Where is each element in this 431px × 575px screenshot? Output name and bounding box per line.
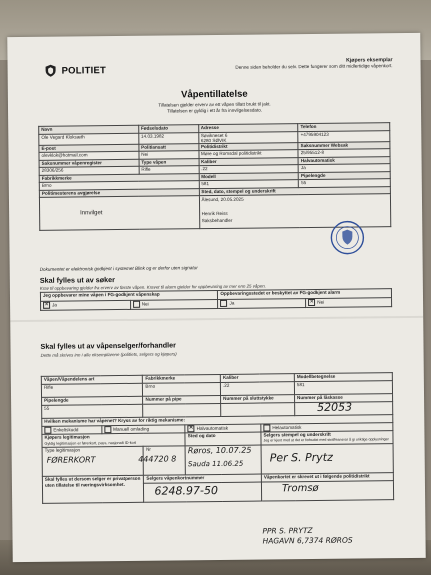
- fodselsdato-label: Fødselsdato: [138, 125, 198, 133]
- section2-subtitle: Dette må skrives inn i alle eksemplarene (politiets, selgers og kjøpers): [40, 351, 177, 358]
- q2-yes-label: Ja: [229, 300, 235, 306]
- sted-value: Ålesund, 20.05.2025: [201, 196, 244, 203]
- halvautomatisk-value: Ja: [298, 164, 390, 172]
- navn-label: Navn: [39, 125, 139, 134]
- modell-label: Modell: [199, 172, 299, 181]
- fab-label: Fabrikkmerke: [143, 374, 221, 383]
- art-value: Rifle: [41, 383, 143, 397]
- q1-no-label: Nei: [141, 301, 149, 307]
- applicant-table: [38, 122, 391, 231]
- pps-line-1: PPR S. PRYTZ: [262, 526, 313, 536]
- q2-no-checkbox[interactable]: ✕: [309, 298, 314, 306]
- mek4-checkbox[interactable]: [263, 424, 270, 431]
- seller-table: [41, 372, 394, 504]
- selger-signature: Per S. Prytz: [269, 450, 333, 465]
- fabrikkmerke-label: Fabrikkmerke: [39, 173, 199, 182]
- sted-dato-stempel-label: Sted, dato, stempel og underskrift: [199, 186, 391, 196]
- epost-value: olevklok@hotmail.com: [39, 151, 139, 160]
- mek3-checkbox[interactable]: ✕: [188, 425, 194, 432]
- fabrikkmerke-value: Brno: [39, 181, 199, 190]
- q2-no-option[interactable]: [306, 298, 392, 308]
- adresse-line-1: Søvikneset 6: [200, 132, 228, 138]
- kaliber-label: Kaliber: [199, 157, 299, 166]
- q1-yes-label: Ja: [52, 302, 57, 308]
- q1-no-option[interactable]: [130, 299, 218, 309]
- nr-las-label: Nummer på låskasse: [294, 394, 392, 403]
- sted-dato-value-2: Sauda 11.06.25: [187, 459, 244, 469]
- leg-nr-value: 444720 8: [138, 454, 177, 464]
- leg-nr-label: Nr: [146, 446, 151, 452]
- politiansatt-value: Nei: [139, 151, 199, 159]
- type-vapen-label: Type våpen: [139, 158, 199, 166]
- storage-table: [40, 288, 392, 311]
- fab-value: Brno: [143, 382, 221, 396]
- saksnummer-register-value: 28306/256: [39, 166, 139, 175]
- type-leg-cell: [42, 446, 144, 476]
- vapenkort-value: 6248.97-50: [154, 483, 219, 498]
- mek3-label: Halvautomatisk: [196, 425, 229, 431]
- intro-line-1: Tillatelsen gjelder erverv av ett våpen tillatt brukt til jakt.: [158, 101, 271, 108]
- document-title: Våpentillatelse: [181, 88, 248, 101]
- type-leg-value: FØRERKORT: [46, 455, 96, 465]
- mek1-checkbox[interactable]: [44, 427, 51, 434]
- copy-label: [235, 57, 392, 71]
- saksnummer-register-label: Saksnummer våpenregister: [39, 159, 139, 168]
- section2-title: Skal fylles ut av våpenselger/forhandler: [40, 340, 176, 351]
- nr-las-handwritten: 52053: [317, 400, 353, 414]
- vapenkort-distr-value: Tromsø: [281, 482, 319, 495]
- paper-fold: [10, 316, 423, 322]
- doc-note: Dokumentet er elektronisk godkjent i systemet Blink og er derfor uten signatur: [39, 265, 198, 272]
- saksnummer-websak-value: 25/95512-8: [298, 149, 390, 157]
- avgjorelse-value: Innvilget: [39, 196, 199, 231]
- avgjorelse-label: Politimesterens avgjørelse: [39, 188, 199, 197]
- modell-value: 581: [199, 180, 299, 189]
- sted-dato-cell: [185, 445, 261, 475]
- pps-line-2: HAGAVN 6,7374 RØROS: [262, 535, 353, 546]
- leg-note: Gyldig legitimasjon er førerkort, pass, nasjonalt ID-kort: [44, 440, 137, 446]
- pipe-value: 55: [42, 404, 144, 418]
- modellbet-value: 581: [294, 381, 392, 395]
- sted-dato-value: Røros, 10.07.25: [187, 445, 252, 456]
- nr-pipe-label: Nummer på pipe: [143, 395, 221, 404]
- seller-stamp-handwritten: [262, 526, 352, 547]
- halvautomatisk-label: Halvautomatisk: [298, 156, 390, 164]
- selger-fotnote: Skal fylles ut dersom selger er privatperson uten tillatelse til næringsvirksomhet.: [42, 475, 144, 503]
- fodselsdato-value: 14.03.1982: [139, 132, 199, 144]
- adresse-line-2: 6280 SØVIK: [200, 137, 227, 143]
- copy-note: Denne siden beholder du selv. Dette fungerer som ditt midlertidige våpenkort.: [235, 63, 393, 70]
- police-stamp-icon: [329, 219, 365, 255]
- mek4-label: Helautomatisk: [272, 424, 302, 431]
- mek2-label: Manuell omlading: [113, 426, 150, 432]
- kal-label: Kaliber: [220, 374, 294, 383]
- epost-label: E-post: [39, 144, 139, 153]
- signer-name: Henrik Reiss: [201, 210, 228, 217]
- vapenkort-distr-label: Våpenkortet er skrevet ut i følgende politidistrikt: [261, 473, 393, 482]
- q2-yes-option[interactable]: [218, 299, 306, 309]
- modellbet-label: Modellbetegnelse: [294, 373, 392, 382]
- nr-las-value: [295, 402, 393, 416]
- intro-line-2: Tillatelsen er gyldig i ett år fra innvilgelsesdato.: [166, 107, 263, 114]
- document-intro: [8, 100, 421, 116]
- q1-no-checkbox[interactable]: [133, 301, 140, 308]
- police-crest-icon: [44, 64, 58, 78]
- q1-label: Jeg oppbevarer mine våpen i FG-godkjent våpenskap: [40, 290, 218, 301]
- selger-note: Jeg er kjent med at det er forbudet med straffeansvar å gi uriktige opplysninger: [263, 437, 389, 443]
- politidistrikt-value: Møre og Romsdal politidistrikt: [198, 150, 298, 159]
- copy-title: Kjøpers eksemplar: [346, 57, 393, 64]
- pipe-label: Pipelengde: [42, 396, 144, 405]
- type-leg-label: Type legitimasjon: [44, 447, 81, 453]
- pipelengde-value: 55: [299, 179, 391, 187]
- logo-text: POLITIET: [61, 64, 107, 77]
- q2-label: Oppbevaringsstedet er beskyttet av FG-godkjent alarm: [218, 289, 392, 300]
- q1-yes-option[interactable]: [41, 300, 131, 310]
- vapenkort-cell: [144, 482, 262, 502]
- document-paper: [7, 33, 425, 562]
- selger-label: Selgers stempel og underskrift: [263, 431, 331, 438]
- kal-value: .22: [220, 382, 294, 396]
- mek-label: Hvilken mekanisme har våpenet? Kryss av for riktig mekanisme:: [42, 415, 393, 427]
- section1-subtitle: Krav til oppbevaring gjelder fra erverv av første våpen. Kravet til alarm gjelder for oppbevaring av mer enn 25 våpen.: [39, 283, 266, 291]
- leg-nr-cell: [138, 446, 186, 475]
- politiet-logo: [44, 63, 107, 78]
- mek2-checkbox[interactable]: [104, 426, 111, 433]
- navn-value: Ole Vegard Kloksæth: [39, 133, 139, 145]
- section1-title: Skal fylles ut av søker: [39, 275, 115, 285]
- politiansatt-label: Politiansatt: [139, 143, 199, 151]
- selger-sig-cell: [261, 444, 393, 474]
- saksnummer-websak-label: Saksnummer Websak: [298, 141, 390, 149]
- adresse-label: Adresse: [198, 124, 298, 133]
- signer-title: Saksbehandler: [201, 217, 233, 224]
- q1-yes-checkbox[interactable]: ✕: [44, 301, 49, 308]
- vapenkort-label: Selgers våpenkortnummer: [144, 474, 262, 483]
- sted-dato-label: Sted og dato: [185, 432, 261, 446]
- pipelengde-label: Pipelengde: [298, 171, 390, 179]
- telefon-label: Telefon: [298, 123, 390, 131]
- nr-slutt-value: [221, 403, 295, 417]
- nr-pipe-value: [143, 403, 221, 417]
- q2-yes-checkbox[interactable]: [220, 300, 227, 307]
- art-label: Våpen/Våpendelens art: [41, 375, 143, 384]
- nr-slutt-label: Nummer på sluttstykke: [221, 395, 295, 404]
- leg-label: Kjøpers legitimasjon: [44, 434, 90, 440]
- q2-no-label: Nei: [317, 299, 325, 305]
- kaliber-value: .22: [199, 165, 299, 174]
- vapenkort-distr-cell: [261, 481, 393, 501]
- telefon-value: +4795904123: [298, 130, 390, 142]
- politidistrikt-label: Politidistrikt: [198, 142, 298, 151]
- type-vapen-value: Rifle: [139, 166, 199, 174]
- mek1-label: Enkeltskudd: [53, 427, 79, 433]
